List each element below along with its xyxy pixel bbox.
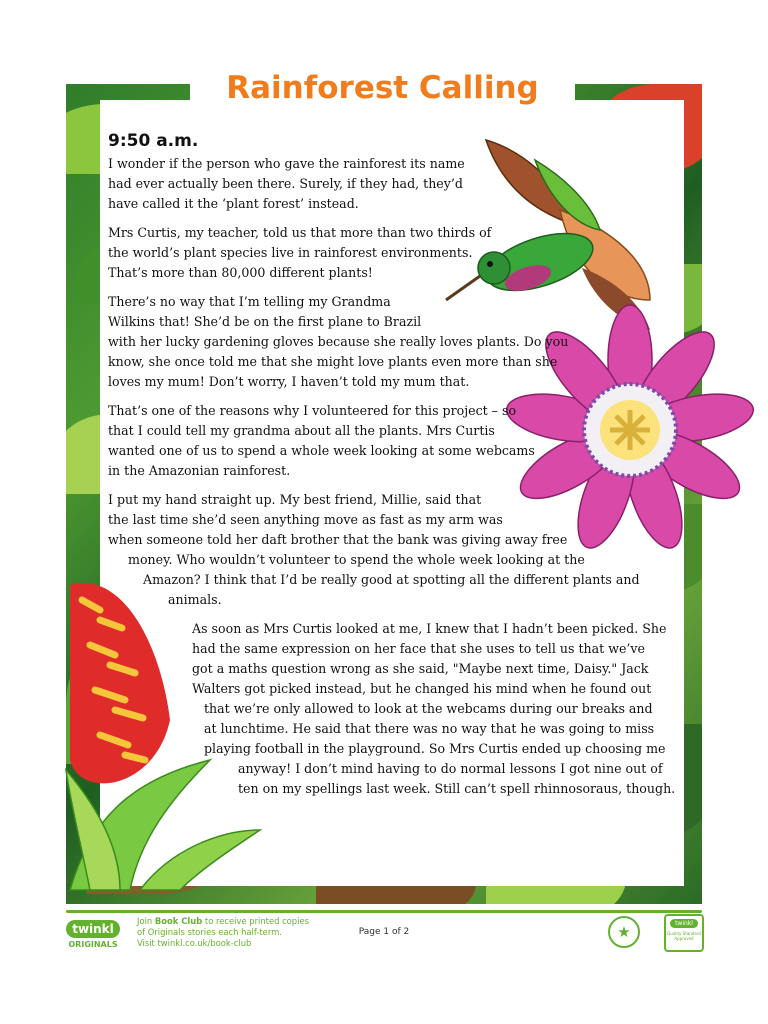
story-body xyxy=(108,154,676,808)
text-line: Mrs Curtis, my teacher, told us that more than two thirds of xyxy=(108,225,492,240)
paragraph xyxy=(108,401,668,481)
quality-badge-icon xyxy=(664,914,704,952)
paragraph xyxy=(108,223,668,283)
book-club-line: Join Book Club to receive printed copies xyxy=(137,916,309,926)
logo-subtitle: ORIGINALS xyxy=(68,940,118,949)
text-line: with her lucky gardening gloves because she really loves plants. Do you xyxy=(108,334,569,349)
text-line: There’s no way that I’m telling my Grandma xyxy=(108,294,391,309)
story-title: Rainforest Calling xyxy=(190,66,575,110)
text-line: I put my hand straight up. My best friend, Millie, said that xyxy=(108,492,482,507)
text-line: at lunchtime. He said that there was no way that he was going to miss xyxy=(204,721,655,736)
text-line: animals. xyxy=(168,592,222,607)
star-icon[interactable]: ★ xyxy=(608,916,640,948)
text-line: had ever actually been there. Surely, if they had, they’d xyxy=(108,176,463,191)
text-line: ten on my spellings last week. Still can’t spell rhinnosoraus, though. xyxy=(238,781,676,796)
paragraph xyxy=(108,292,668,392)
logo-wordmark: twinkl xyxy=(66,920,120,938)
text-line: had the same expression on her face that she uses to tell us that we’ve xyxy=(192,641,645,656)
paragraph xyxy=(108,490,668,610)
text-line: have called it the ‘plant forest’ instead. xyxy=(108,196,359,211)
badge-wordmark: twinkl xyxy=(670,919,698,928)
text-line: loves my mum! Don’t worry, I haven’t told my mum that. xyxy=(108,374,470,389)
text-line: the world’s plant species live in rainforest environments. xyxy=(108,245,473,260)
badge-caption: Quality Standard Approved xyxy=(667,931,701,941)
text-line: that we’re only allowed to look at the webcams during our breaks and xyxy=(204,701,653,716)
text-line: That’s more than 80,000 different plants! xyxy=(108,265,373,280)
text-line: in the Amazonian rainforest. xyxy=(108,463,291,478)
text-line: anyway! I don’t mind having to do normal lessons I got nine out of xyxy=(238,761,663,776)
text-line: playing football in the playground. So Mrs Curtis ended up choosing me xyxy=(204,741,666,756)
text-line: Wilkins that! She’d be on the first plane to Brazil xyxy=(108,314,422,329)
diary-time-heading: 9:50 a.m. xyxy=(108,131,199,151)
book-club-link[interactable]: Visit twinkl.co.uk/book-club xyxy=(137,938,252,948)
paragraph xyxy=(108,154,668,214)
text-line: money. Who wouldn’t volunteer to spend the whole week looking at the xyxy=(128,552,585,567)
book-club-info xyxy=(137,916,337,949)
text-line: That’s one of the reasons why I volunteered for this project – so xyxy=(108,403,517,418)
book-club-line: of Originals stories each half-term. xyxy=(137,927,282,937)
text-line: I wonder if the person who gave the rainforest its name xyxy=(108,156,465,171)
text-line: when someone told her daft brother that the bank was giving away free xyxy=(108,532,568,547)
text-line: wanted one of us to spend a whole week looking at some webcams xyxy=(108,443,535,458)
twinkl-originals-logo xyxy=(66,920,120,952)
text-line: the last time she’d seen anything move as fast as my arm was xyxy=(108,512,503,527)
page-number: Page 1 of 2 xyxy=(358,927,410,937)
text-line: that I could tell my grandma about all the plants. Mrs Curtis xyxy=(108,423,495,438)
text-line: got a maths question wrong as she said, "Maybe next time, Daisy." Jack xyxy=(192,661,649,676)
text-line: Walters got picked instead, but he changed his mind when he found out xyxy=(192,681,652,696)
text-line: As soon as Mrs Curtis looked at me, I knew that I hadn’t been picked. She xyxy=(192,621,667,636)
text-line: Amazon? I think that I’d be really good at spotting all the different plants and xyxy=(143,572,640,587)
paragraph xyxy=(108,619,676,799)
text-line: know, she once told me that she might love plants even more than she xyxy=(108,354,558,369)
footer-divider xyxy=(66,910,702,913)
